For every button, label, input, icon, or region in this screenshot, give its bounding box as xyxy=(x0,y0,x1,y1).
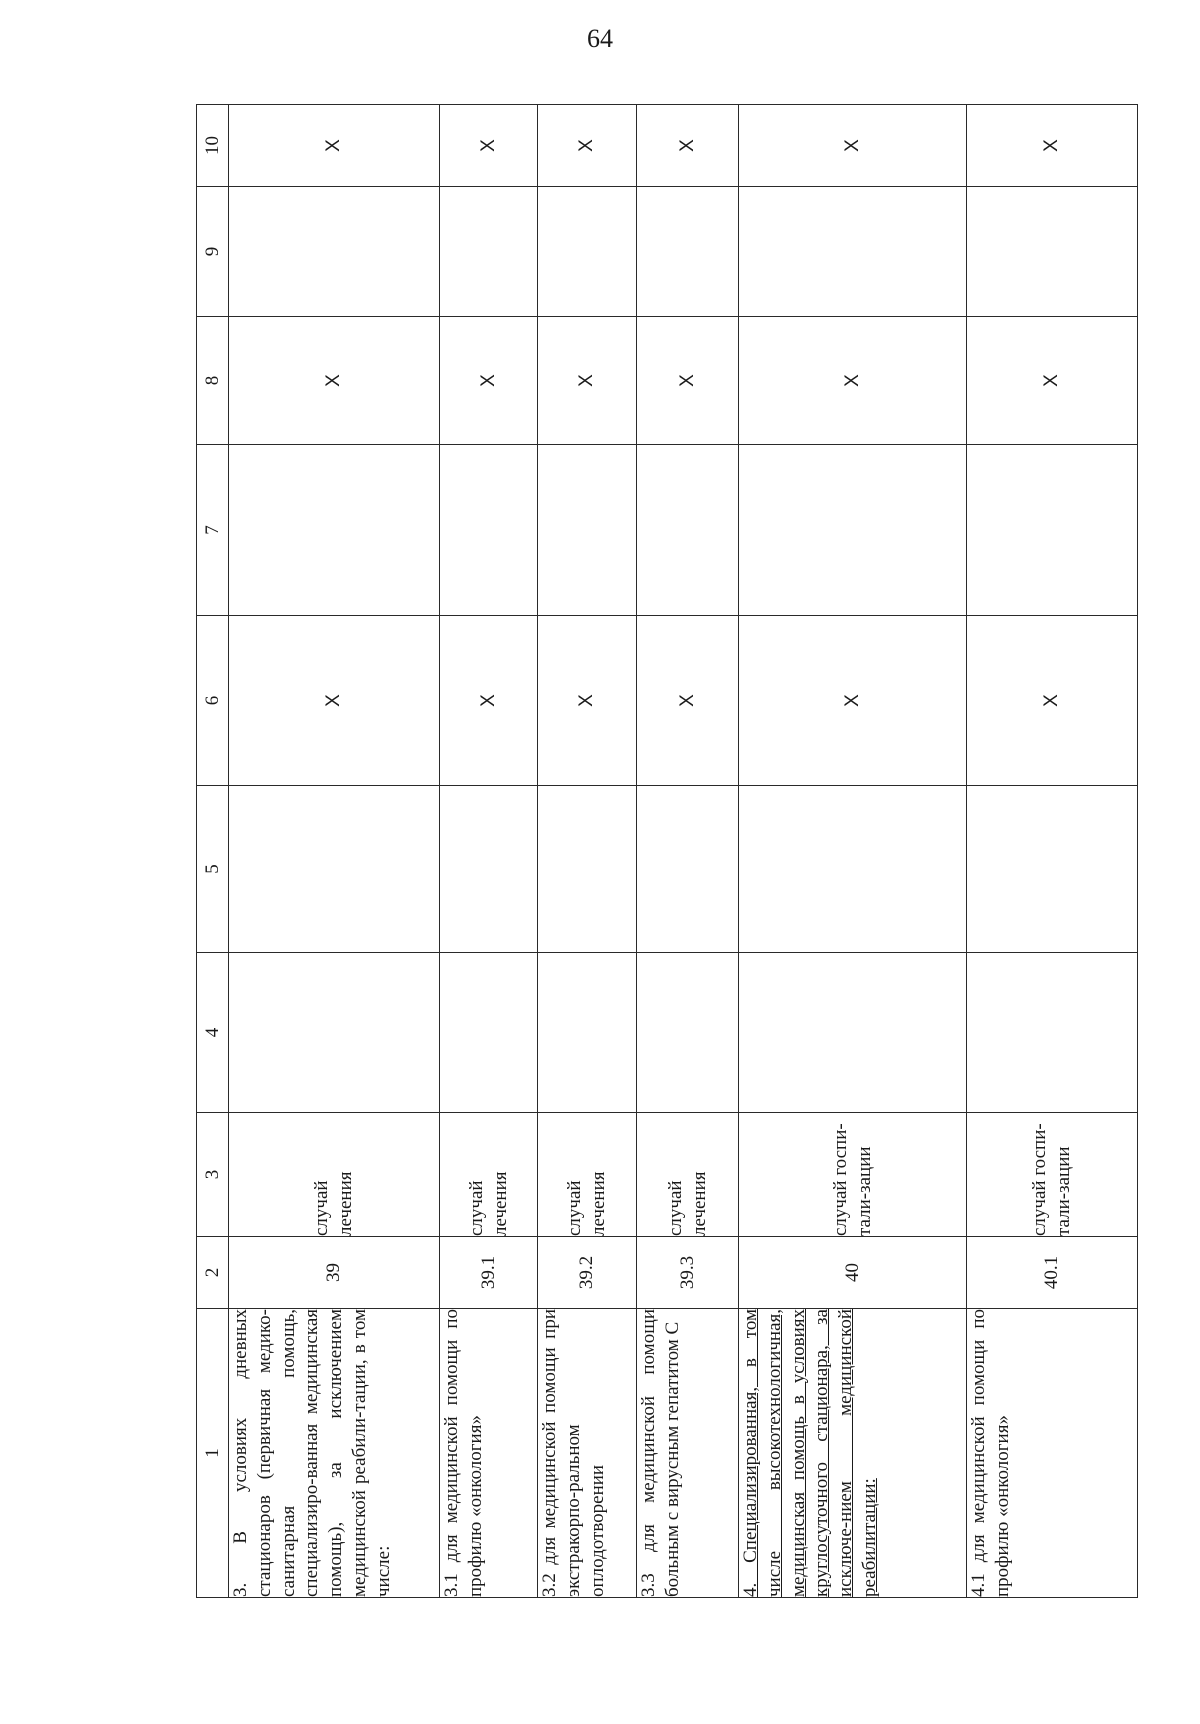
cell-col-6: Х xyxy=(440,616,538,786)
cell-col-8: Х xyxy=(967,317,1138,445)
cell-col-8: Х xyxy=(440,317,538,445)
cell-col-9 xyxy=(739,187,967,317)
column-header-1: 1 xyxy=(197,1309,229,1598)
cell-col-10: Х xyxy=(637,105,739,187)
table-row xyxy=(739,105,967,1598)
column-header-7: 7 xyxy=(197,445,229,616)
cell-col-4 xyxy=(440,953,538,1113)
cell-col-9 xyxy=(538,187,637,317)
cell-col-5 xyxy=(739,786,967,953)
row-unit: случай лечения xyxy=(440,1113,538,1237)
row-unit: случай лечения xyxy=(538,1113,637,1237)
row-code: 39.3 xyxy=(637,1237,739,1309)
row-description: 3.3 для медицинской помощи больным с вирусным гепатитом С xyxy=(637,1309,739,1598)
cell-col-6: Х xyxy=(637,616,739,786)
row-description: 4.1 для медицинской помощи по профилю «онкология» xyxy=(967,1309,1138,1598)
row-code: 39 xyxy=(229,1237,440,1309)
header-row xyxy=(197,105,229,1598)
row-unit: случай лечения xyxy=(229,1113,440,1237)
cell-col-6: Х xyxy=(967,616,1138,786)
cell-col-8: Х xyxy=(637,317,739,445)
cell-col-4 xyxy=(229,953,440,1113)
cell-col-4 xyxy=(967,953,1138,1113)
column-header-2: 2 xyxy=(197,1237,229,1309)
cell-col-4 xyxy=(739,953,967,1113)
column-header-4: 4 xyxy=(197,953,229,1113)
row-unit: случай госпи-тали-зации xyxy=(967,1113,1138,1237)
cell-col-7 xyxy=(637,445,739,616)
cell-col-9 xyxy=(229,187,440,317)
row-code: 40.1 xyxy=(967,1237,1138,1309)
rotated-table-container xyxy=(196,105,1136,1598)
column-header-8: 8 xyxy=(197,317,229,445)
cell-col-9 xyxy=(440,187,538,317)
cell-col-8: Х xyxy=(229,317,440,445)
table-row xyxy=(538,105,637,1598)
cell-col-5 xyxy=(967,786,1138,953)
cell-col-7 xyxy=(440,445,538,616)
cell-col-10: Х xyxy=(440,105,538,187)
cell-col-6: Х xyxy=(229,616,440,786)
cell-col-10: Х xyxy=(229,105,440,187)
row-code: 40 xyxy=(739,1237,967,1309)
row-description: 4. Специализированная, в том числе высокотехнологичная, медицинская помощь в условиях круглосуточного стационара, за исключе-нием медицинской реабилитации: xyxy=(739,1309,967,1598)
cell-col-5 xyxy=(229,786,440,953)
row-description: 3. В условиях дневных стационаров (первичная медико-санитарная помощь, специализиро-ванная медицинская помощь), за исключением медицинской реабили-тации, в том числе: xyxy=(229,1309,440,1598)
column-header-9: 9 xyxy=(197,187,229,317)
data-table xyxy=(196,104,1138,1598)
column-header-6: 6 xyxy=(197,616,229,786)
row-description: 3.2 для медицинской помощи при экстракорпо-ральном оплодотворении xyxy=(538,1309,637,1598)
cell-col-7 xyxy=(739,445,967,616)
cell-col-10: Х xyxy=(538,105,637,187)
cell-col-6: Х xyxy=(739,616,967,786)
cell-col-7 xyxy=(538,445,637,616)
cell-col-8: Х xyxy=(739,317,967,445)
table-row xyxy=(967,105,1138,1598)
table-row xyxy=(637,105,739,1598)
cell-col-5 xyxy=(440,786,538,953)
column-header-10: 10 xyxy=(197,105,229,187)
cell-col-10: Х xyxy=(967,105,1138,187)
row-unit: случай лечения xyxy=(637,1113,739,1237)
column-header-3: 3 xyxy=(197,1113,229,1237)
row-description: 3.1 для медицинской помощи по профилю «онкология» xyxy=(440,1309,538,1598)
cell-col-7 xyxy=(229,445,440,616)
cell-col-4 xyxy=(538,953,637,1113)
page-number: 64 xyxy=(587,24,613,53)
cell-col-8: Х xyxy=(538,317,637,445)
column-header-5: 5 xyxy=(197,786,229,953)
cell-col-9 xyxy=(967,187,1138,317)
cell-col-9 xyxy=(637,187,739,317)
table-row xyxy=(440,105,538,1598)
table-row xyxy=(229,105,440,1598)
cell-col-4 xyxy=(637,953,739,1113)
cell-col-7 xyxy=(967,445,1138,616)
cell-col-5 xyxy=(637,786,739,953)
cell-col-6: Х xyxy=(538,616,637,786)
row-code: 39.2 xyxy=(538,1237,637,1309)
row-unit: случай госпи-тали-зации xyxy=(739,1113,967,1237)
cell-col-10: Х xyxy=(739,105,967,187)
row-code: 39.1 xyxy=(440,1237,538,1309)
cell-col-5 xyxy=(538,786,637,953)
